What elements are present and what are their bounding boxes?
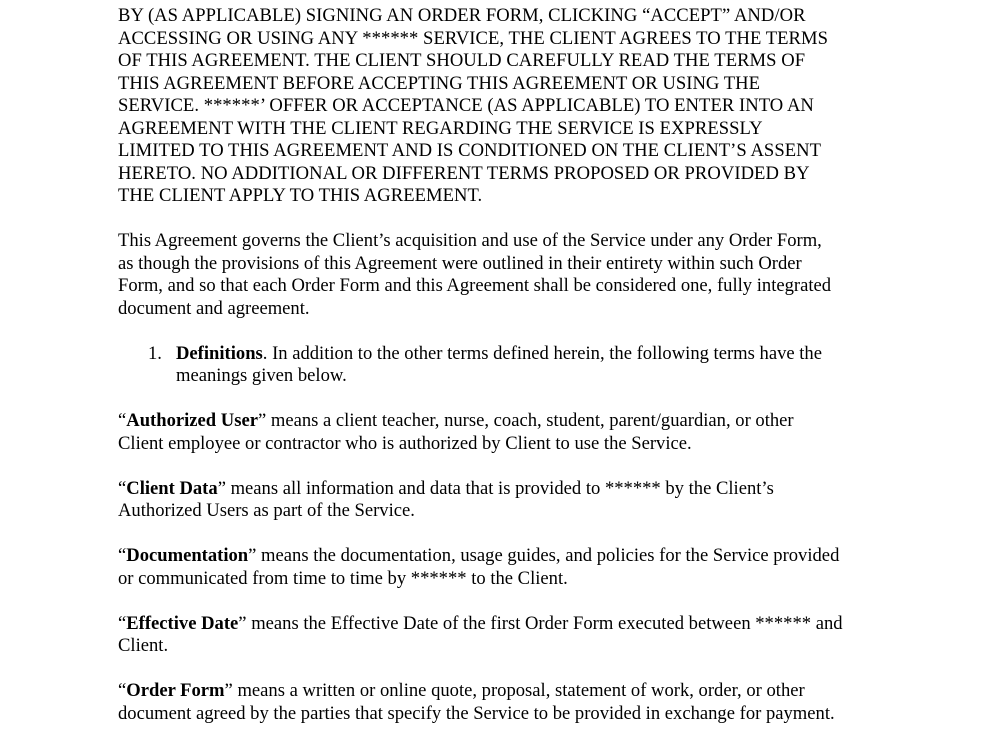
document-page <box>118 5 888 725</box>
definition-text: ” means the Effective Date of the first Order Form executed between ****** and <box>238 612 843 634</box>
definition-order-form <box>118 680 888 725</box>
paragraph-gap <box>118 523 888 546</box>
open-quote: “ <box>118 410 127 431</box>
definition-text: ” means a client teacher, nurse, coach, student, parent/guardian, or other <box>257 410 794 431</box>
paragraph-gap <box>118 455 888 478</box>
governs-paragraph <box>118 230 888 320</box>
definition-text: ” means the documentation, usage guides, and policies for the Service provided <box>248 545 840 566</box>
paragraph-gap <box>118 590 888 613</box>
definition-text: ” means all information and data that is provided to ****** by the Client’s <box>217 477 774 499</box>
governs-line: document and agreement. <box>118 297 310 319</box>
section-definitions <box>118 343 888 388</box>
intro-caps-paragraph <box>118 5 888 208</box>
intro-line: ACCESSING OR USING ANY ****** SERVICE, THE CLIENT AGREES TO THE TERMS <box>118 27 828 49</box>
definition-term: Authorized User <box>126 410 258 431</box>
definition-term: Effective Date <box>126 612 239 634</box>
governs-line: as though the provisions of this Agreement were outlined in their entirety within such Order <box>118 252 802 274</box>
definition-text: Client employee or contractor who is authorized by Client to use the Service. <box>118 432 692 454</box>
definition-effective-date <box>118 613 888 658</box>
intro-line: THIS AGREEMENT BEFORE ACCEPTING THIS AGREEMENT OR USING THE <box>118 72 761 94</box>
section-heading: Definitions <box>176 342 263 364</box>
open-quote: “ <box>118 680 127 701</box>
open-quote: “ <box>118 477 127 499</box>
section-text: . In addition to the other terms defined herein, the following terms have the <box>262 342 822 364</box>
open-quote: “ <box>118 612 127 634</box>
definition-documentation <box>118 545 888 590</box>
definition-term: Documentation <box>126 545 249 566</box>
section-text-continued: meanings given below. <box>176 365 347 386</box>
definition-term: Order Form <box>126 680 225 701</box>
intro-line: AGREEMENT WITH THE CLIENT REGARDING THE SERVICE IS EXPRESSLY <box>118 117 763 139</box>
intro-line: SERVICE. ******’ OFFER OR ACCEPTANCE (AS APPLICABLE) TO ENTER INTO AN <box>118 95 814 116</box>
definition-text: Authorized Users as part of the Service. <box>118 500 415 521</box>
governs-line: This Agreement governs the Client’s acquisition and use of the Service under any Order Form, <box>118 230 822 251</box>
paragraph-gap <box>118 208 888 231</box>
definition-term: Client Data <box>126 477 218 499</box>
paragraph-gap <box>118 658 888 681</box>
section-number: 1. <box>148 342 162 364</box>
open-quote: “ <box>118 545 127 566</box>
definition-text: or communicated from time to time by ****** to the Client. <box>118 567 568 589</box>
definition-text: ” means a written or online quote, proposal, statement of work, order, or other <box>224 680 805 701</box>
intro-line: LIMITED TO THIS AGREEMENT AND IS CONDITIONED ON THE CLIENT’S ASSENT <box>118 140 822 161</box>
intro-line: THE CLIENT APPLY TO THIS AGREEMENT. <box>118 185 483 206</box>
definition-client-data <box>118 478 888 523</box>
definition-text: document agreed by the parties that specify the Service to be provided in exchange for payment. <box>118 702 835 724</box>
intro-line: HERETO. NO ADDITIONAL OR DIFFERENT TERMS PROPOSED OR PROVIDED BY <box>118 162 810 184</box>
paragraph-gap <box>118 388 888 411</box>
definition-text: Client. <box>118 635 169 656</box>
intro-line: OF THIS AGREEMENT. THE CLIENT SHOULD CAREFULLY READ THE TERMS OF <box>118 50 806 71</box>
governs-line: Form, and so that each Order Form and this Agreement shall be considered one, fully integrated <box>118 275 832 296</box>
paragraph-gap <box>118 320 888 343</box>
definition-authorized-user <box>118 410 888 455</box>
intro-line: BY (AS APPLICABLE) SIGNING AN ORDER FORM, CLICKING “ACCEPT” AND/OR <box>118 5 806 26</box>
